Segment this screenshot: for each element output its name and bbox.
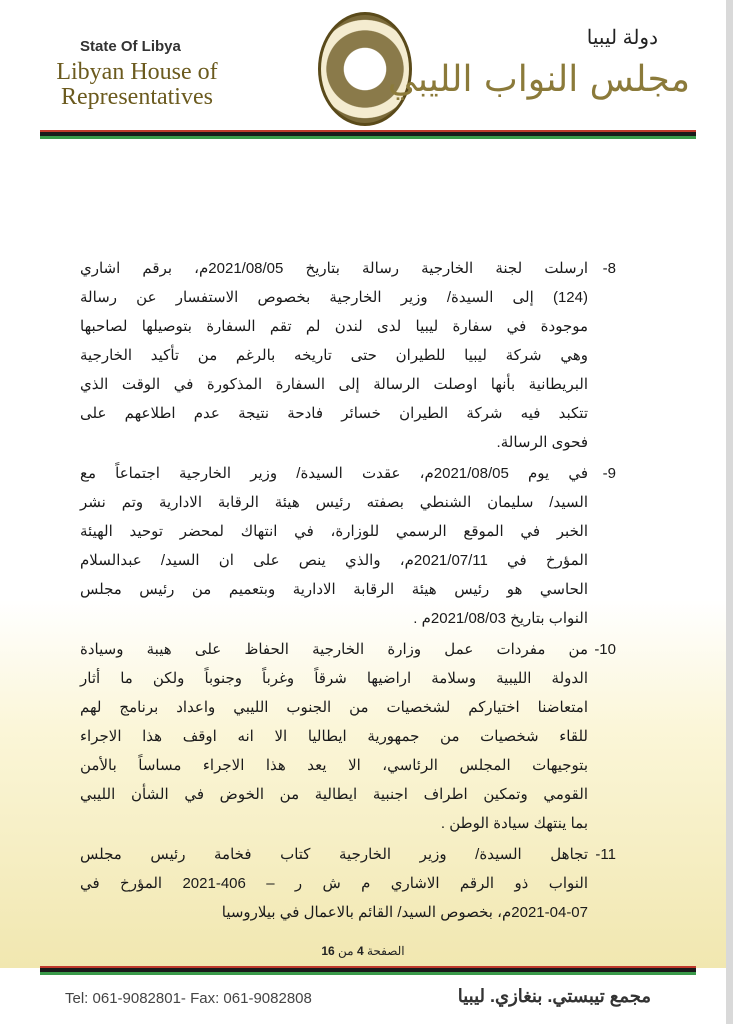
header-flag-stripe [40,130,696,139]
item-line: من مفردات عمل وزارة الخارجية الحفاظ على هيبة وسيادة [80,641,588,658]
header-state-ar: دولة ليبيا [586,27,658,49]
document-body [80,254,616,929]
item-line: ارسلت لجنة الخارجية رسالة بتاريخ 2021/08/05م، برقم اشاري [80,260,588,277]
numbered-item [80,459,616,633]
item-line: تتكبد فيه شركة الطيران خسائر فادحة نتيجة عدم اطلاعهم على [80,405,588,422]
item-number: -9 [602,465,616,482]
item-line: النواب بتاريخ 2021/08/03م . [413,610,588,627]
page-number [0,944,726,959]
page-current: 4 [356,944,364,958]
item-line: الحاسي هو رئيس هيئة الرقابة الادارية وبتعميم من رئيس مجلس [80,581,588,598]
item-line: 2021-04-07م، بخصوص السيد/ القائم بالاعمال في بيلاروسيا [221,904,588,921]
footer-address: مجمع تيبستي. بنغازي. ليبيا [457,986,651,1006]
footer-contact: Tel: 061-9082801- Fax: 061-9082808 [65,990,312,1007]
item-number: -11 [595,846,616,863]
item-line: في يوم 2021/08/05م، عقدت السيدة/ وزير الخارجية اجتماعاً مع [80,465,588,482]
item-line: للقاء شخصيات من جمهورية ايطاليا الا انه اوقف هذا الاجراء [80,728,588,745]
item-line: فحوى الرسالة. [496,434,588,451]
item-number: -8 [602,260,616,277]
item-line: تجاهل السيدة/ وزير الخارجية كتاب فخامة رئيس مجلس [80,846,588,863]
item-line: موجودة في سفارة ليبيا لدى لندن لم تقم السفارة بتوصيلها لصاحبها [80,318,588,335]
header-title-en-line2: Representatives [61,84,213,110]
item-line: الدولة الليبية وسلامة اراضيها شرقاً وغرباً وجنوباً ولكن ما أثار [80,670,588,687]
page-of: من [338,944,354,958]
item-line: بما ينتهك سيادة الوطن . [440,815,588,832]
numbered-item [80,254,616,457]
item-line: (124) إلى السيدة/ وزير الخارجية بخصوص الاستفسار عن رسالة [80,289,588,306]
item-line: السيد/ سليمان الشنطي بصفته رئيس هيئة الرقابة الادارية وتم نشر [80,494,588,511]
item-line: امتعاضنا اختياركم لشخصيات من الجنوب الليبي واعداد برنامج لهم [80,699,588,716]
numbered-item [80,840,616,927]
header-title-en [42,60,232,110]
item-line: النواب ذو الرقم الاشاري م ش ر – 406-2021 المؤرخ في [80,875,589,892]
item-line: القومي وتمكين اطراف اجنبية ايطالية من الخوض في الشأن الليبي [80,786,588,803]
header-state: State Of Libya [80,38,181,55]
item-number: -10 [594,641,616,658]
item-line: المؤرخ في 2021/07/11م، والذي ينص على ان السيد/ عبدالسلام [80,552,588,569]
item-line: وهي شركة ليبيا للطيران حتى تاريخه بالرغم من تأكيد الخارجية [80,347,588,364]
item-line: الخبر في الموقع الرسمي للوزارة، في انتهاك لمحضر توحيد الهيئة [80,523,588,540]
page-label: الصفحة [366,944,405,958]
numbered-item [80,635,616,838]
header-title-ar: مجلس النواب الليبي [387,59,690,100]
page-total: 16 [321,944,335,958]
item-line: البريطانية بأنها اوصلت الرسالة إلى السفارة المذكورة في الوقت الذي [80,376,588,393]
footer-flag-stripe [40,966,696,975]
item-line: بتوجيهات المجلس الرئاسي، الا يعد هذا الاجراء مساساً بالأمن [80,757,588,774]
header-title-en-line1: Libyan House of [56,59,218,85]
